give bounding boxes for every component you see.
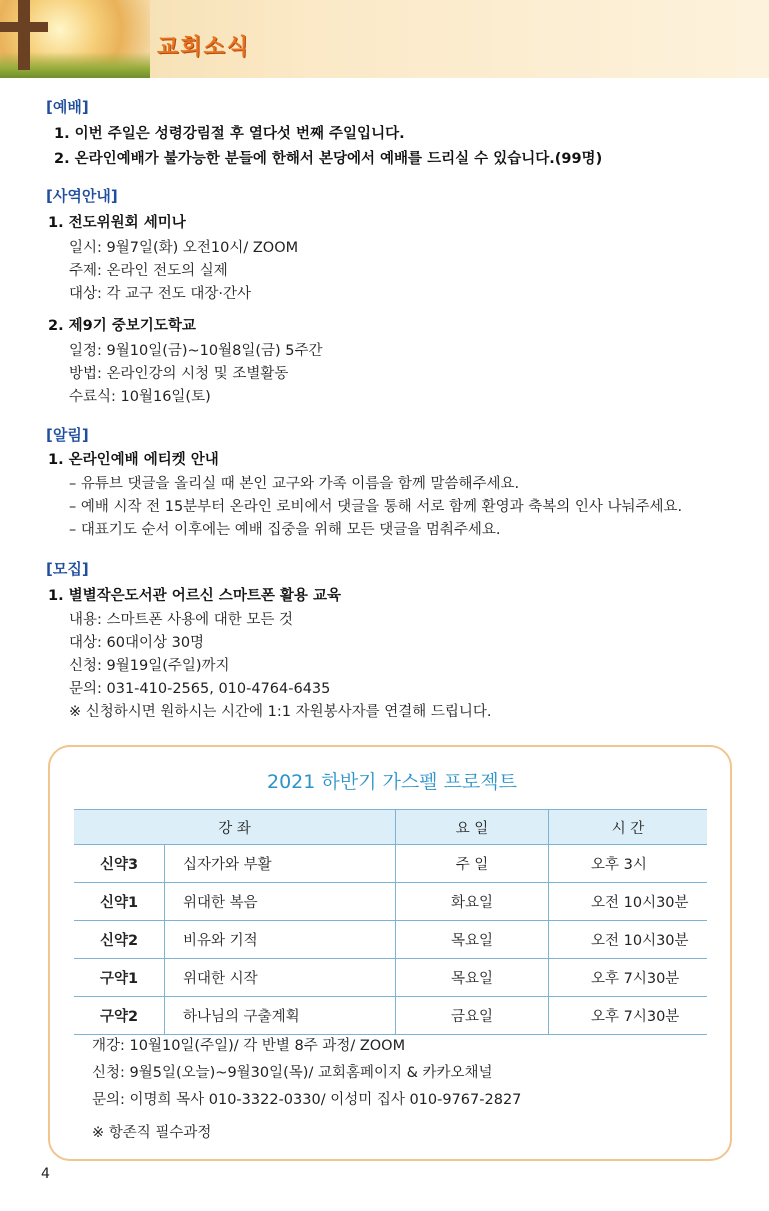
header-banner (0, 0, 769, 78)
course-name: 십자가와 부활 (165, 845, 396, 883)
worship-line: 1. 이번 주일은 성령강림절 후 열다섯 번째 주일입니다. (54, 126, 405, 142)
ministry-detail: 대상: 각 교구 전도 대장·간사 (69, 286, 252, 302)
header-course: 강 좌 (74, 810, 396, 845)
gospel-info-register: 신청: 9월5일(오늘)~9월30일(목)/ 교회홈페이지 & 카카오채널 (92, 1065, 493, 1081)
notice-heading: 1. 온라인예배 에티켓 안내 (48, 452, 219, 468)
course-time: 오후 7시30분 (549, 997, 708, 1035)
course-day: 화요일 (396, 883, 549, 921)
course-day: 목요일 (396, 921, 549, 959)
section-title-notice: [알림] (46, 426, 89, 444)
ministry-heading: 1. 전도위원회 세미나 (48, 215, 186, 231)
cross-icon-bar (0, 22, 48, 32)
course-day: 주 일 (396, 845, 549, 883)
section-title-worship: [예배] (46, 98, 89, 116)
notice-detail: – 예배 시작 전 15분부터 온라인 로비에서 댓글을 통해 서로 함께 환영과 축복의 인사 나눠주세요. (69, 499, 683, 515)
ministry-detail: 수료식: 10월16일(토) (69, 389, 211, 405)
ministry-heading: 2. 제9기 중보기도학교 (48, 318, 196, 334)
notice-detail: – 유튜브 댓글을 올리실 때 본인 교구와 가족 이름을 함께 말씀해주세요. (69, 476, 520, 492)
gospel-project-title: 2021 하반기 가스펠 프로젝트 (266, 771, 517, 793)
recruit-note: ※ 신청하시면 원하시는 시간에 1:1 자원봉사자를 연결해 드립니다. (69, 704, 492, 720)
course-time: 오후 3시 (549, 845, 708, 883)
course-code: 신약2 (74, 921, 165, 959)
course-time: 오후 7시30분 (549, 959, 708, 997)
course-code: 구약1 (74, 959, 165, 997)
header-time: 시 간 (549, 810, 708, 845)
table-row (74, 997, 707, 1035)
table-row (74, 959, 707, 997)
gospel-project-box (48, 745, 732, 1161)
course-code: 신약1 (74, 883, 165, 921)
recruit-detail: 대상: 60대이상 30명 (69, 635, 205, 651)
notice-detail: – 대표기도 순서 이후에는 예배 집중을 위해 모든 댓글을 멈춰주세요. (69, 522, 501, 538)
ministry-detail: 일정: 9월10일(금)~10월8일(금) 5주간 (69, 343, 323, 359)
worship-line: 2. 온라인예배가 불가능한 분들에 한해서 본당에서 예배를 드리실 수 있습니다.(99명) (54, 151, 603, 167)
recruit-heading: 1. 별별작은도서관 어르신 스마트폰 활용 교육 (48, 588, 341, 604)
section-title-recruit: [모집] (46, 560, 89, 578)
recruit-detail: 내용: 스마트폰 사용에 대한 모든 것 (69, 612, 294, 628)
course-time: 오전 10시30분 (549, 883, 708, 921)
table-row (74, 845, 707, 883)
course-day: 목요일 (396, 959, 549, 997)
course-name: 비유와 기적 (165, 921, 396, 959)
ministry-detail: 방법: 온라인강의 시청 및 조별활동 (69, 366, 289, 382)
header-day: 요 일 (396, 810, 549, 845)
cross-icon (18, 0, 30, 70)
gospel-info-note: ※ 항존직 필수과정 (92, 1125, 212, 1141)
ministry-detail: 일시: 9월7일(화) 오전10시/ ZOOM (69, 240, 299, 256)
course-day: 금요일 (396, 997, 549, 1035)
table-header-row (74, 810, 707, 845)
section-title-ministry: [사역안내] (46, 187, 118, 205)
gospel-info-start: 개강: 10월10일(주일)/ 각 반별 8주 과정/ ZOOM (92, 1038, 406, 1054)
course-name: 위대한 복음 (165, 883, 396, 921)
course-time: 오전 10시30분 (549, 921, 708, 959)
gospel-info-contact: 문의: 이명희 목사 010-3322-0330/ 이성미 집사 010-9767-2827 (92, 1092, 522, 1108)
schedule-table (74, 809, 707, 1035)
page-number: 4 (41, 1166, 50, 1182)
ministry-detail: 주제: 온라인 전도의 실제 (69, 263, 228, 279)
course-name: 위대한 시작 (165, 959, 396, 997)
table-row (74, 883, 707, 921)
course-code: 구약2 (74, 997, 165, 1035)
page-title: 교회소식 (157, 35, 251, 60)
course-name: 하나님의 구출계획 (165, 997, 396, 1035)
recruit-detail: 문의: 031-410-2565, 010-4764-6435 (69, 681, 331, 697)
course-code: 신약3 (74, 845, 165, 883)
table-row (74, 921, 707, 959)
recruit-detail: 신청: 9월19일(주일)까지 (69, 658, 230, 674)
